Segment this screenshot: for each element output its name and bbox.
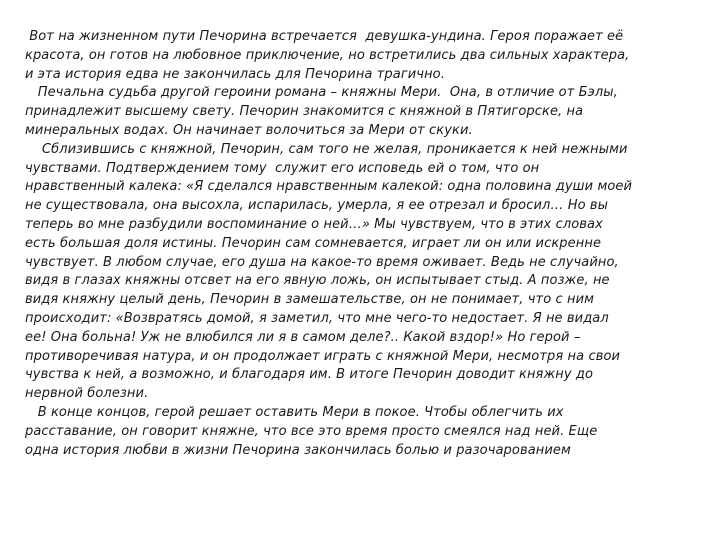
text-line: Печальна судьба другой героини романа – княжны Мери. Она, в отличие от Бэлы, bbox=[25, 85, 618, 101]
text-line: нравственный калека: «Я сделался нравственным калекой: одна половина души моей bbox=[25, 179, 633, 195]
text-line: чувствует. В любом случае, его душа на какое-то время оживает. Ведь не случайно, bbox=[25, 254, 619, 270]
text-line: теперь во мне разбудили воспоминание о ней…» Мы чувствуем, что в этих словах bbox=[25, 216, 603, 232]
text-line: чувства к ней, а возможно, и благодаря им. В итоге Печорин доводит княжну до bbox=[25, 367, 594, 383]
text-line: видя в глазах княжны отсвет на его явную ложь, он испытывает стыд. А позже, не bbox=[25, 273, 610, 289]
text-line: есть большая доля истины. Печорин сам сомневается, играет ли он или искренне bbox=[25, 235, 602, 251]
text-line: красота, он готов на любовное приключение, но встретились два сильных характера, bbox=[25, 47, 630, 63]
text-line: В конце концов, герой решает оставить Мери в покое. Чтобы облегчить их bbox=[25, 404, 564, 420]
text-line: и эта история едва не закончилась для Печорина трагично. bbox=[25, 66, 445, 82]
text-line: принадлежит высшему свету. Печорин знакомится с княжной в Пятигорске, на bbox=[25, 104, 584, 120]
text-line: Сблизившись с княжной, Печорин, сам того не желая, проникается к ней нежными bbox=[25, 141, 628, 157]
text-line: происходит: «Возвратясь домой, я заметил, что мне чего-то недостает. Я не видал bbox=[25, 310, 609, 326]
essay-text bbox=[25, 28, 705, 460]
text-line: нервной болезни. bbox=[25, 386, 149, 402]
text-line: чувствами. Подтверждением тому служит его исповедь ей о том, что он bbox=[25, 160, 540, 176]
text-line: Вот на жизненном пути Печорина встречается девушка-ундина. Героя поражает её bbox=[25, 29, 624, 44]
text-line: видя княжну целый день, Печорин в замешательстве, он не понимает, что с ним bbox=[25, 292, 595, 308]
text-line: минеральных водах. Он начинает волочиться за Мери от скуки. bbox=[25, 122, 473, 138]
text-line: противоречивая натура, и он продолжает играть с княжной Мери, несмотря на свои bbox=[25, 348, 621, 364]
text-line: не существовала, она высохла, испарилась, умерла, я ее отрезал и бросил… Но вы bbox=[25, 198, 609, 214]
text-line: ее! Она больна! Уж не влюбился ли я в самом деле?.. Какой вздор!» Но герой – bbox=[25, 329, 581, 345]
text-line: расставание, он говорит княжне, что все это время просто смеялся над ней. Еще bbox=[25, 423, 598, 439]
text-line: одна история любви в жизни Печорина закончилась болью и разочарованием bbox=[25, 442, 571, 458]
